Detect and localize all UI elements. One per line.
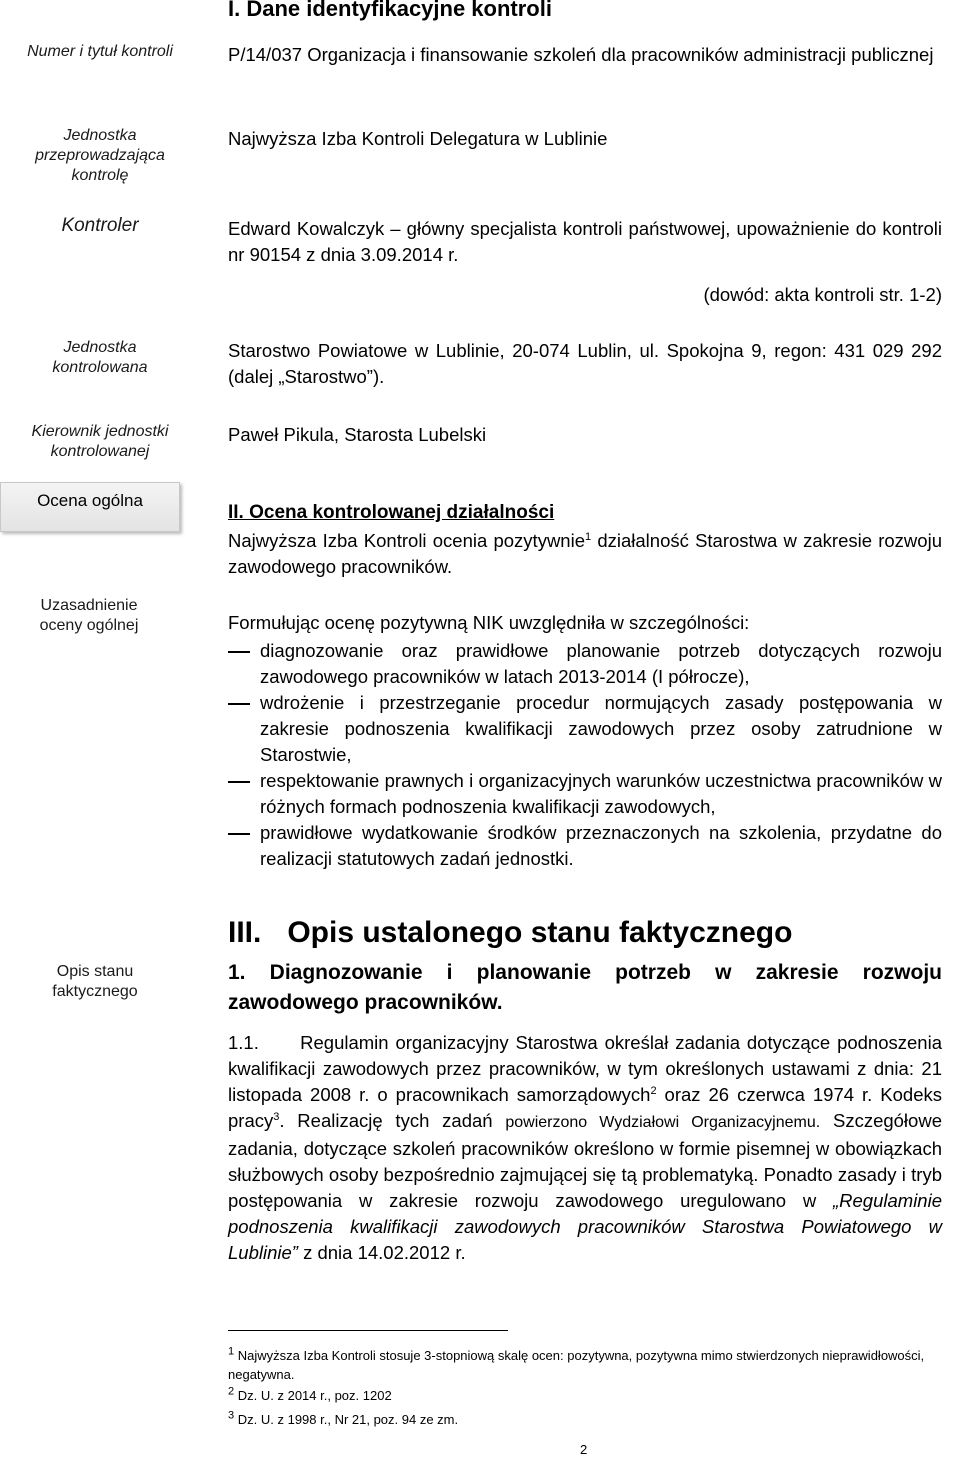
section-1-heading: I. Dane identyfikacyjne kontroli: [228, 0, 552, 21]
overall-assessment-text: Najwyższa Izba Kontroli ocenia pozytywnie$^1$ działalność Starostwa w zakresie rozwoju zawodowego pracowników.: [228, 530, 942, 577]
label-head-of-unit: Kierownik jednostki kontrolowanej: [31, 423, 169, 460]
list-item: diagnozowanie oraz prawidłowe planowanie potrzeb dotyczących rozwoju zawodowego pracowników w latach 2013-2014 (I półrocze),: [228, 638, 942, 690]
overall-assessment-tab: Ocena ogólna: [0, 482, 180, 532]
justification-intro: Formułując ocenę pozytywną NIK uwzględniła w szczególności:: [228, 612, 750, 633]
control-number-title: P/14/037 Organizacja i finansowanie szkoleń dla pracowników administracji publicznej: [228, 44, 934, 65]
label-controller: Kontroler: [61, 215, 139, 236]
list-item: respektowanie prawnych i organizacyjnych warunków uczestnictwa pracowników w różnych formach podnoszenia kwalifikacji zawodowych,: [228, 768, 942, 820]
dash-icon: [228, 833, 250, 835]
dash-icon: [228, 651, 250, 653]
controller-info: Edward Kowalczyk – główny specjalista kontroli państwowej, upoważnienie do kontroli nr 90154 z dnia 3.09.2014 r.: [228, 218, 942, 265]
footnote-1: $^1$ Najwyższa Izba Kontroli stosuje 3-stopniową skalę ocen: pozytywna, pozytywna mimo stwierdzonych nieprawidłowości, negatywna.: [228, 1345, 925, 1382]
footnote-3: $^3$ Dz. U. z 1998 r., Nr 21, poz. 94 ze zm.: [228, 1409, 459, 1427]
justification-list: [228, 638, 942, 872]
list-item: wdrożenie i przestrzeganie procedur normujących zasady postępowania w zakresie podnoszenia kwalifikacji zawodowych przez osoby zatrudnione w Starostwie,: [228, 690, 942, 768]
label-control-number: Numer i tytuł kontroli: [27, 43, 173, 60]
footnote-separator: [228, 1330, 508, 1331]
subsection-1-heading: 1. Diagnozowanie i planowanie potrzeb w zakresie rozwoju zawodowego pracowników.: [228, 961, 942, 1014]
head-of-unit: Paweł Pikula, Starosta Lubelski: [228, 424, 487, 445]
footnote-ref-3: 3: [273, 1110, 280, 1123]
label-factual-state: Opis stanu faktycznego: [52, 963, 138, 1000]
controlled-unit: Starostwo Powiatowe w Lublinie, 20-074 Lublin, ul. Spokojna 9, regon: 431 029 292 (dalej „Starostwo”).: [228, 340, 942, 387]
evidence-reference: (dowód: akta kontroli str. 1-2): [703, 284, 942, 305]
conducting-unit: Najwyższa Izba Kontroli Delegatura w Lublinie: [228, 128, 608, 149]
label-controlled-unit: Jednostka kontrolowana: [52, 339, 148, 376]
list-item: prawidłowe wydatkowanie środków przeznaczonych na szkolenia, przydatne do realizacji statutowych zadań jednostki.: [228, 820, 942, 872]
label-justification: Uzasadnienie oceny ogólnej: [39, 597, 139, 634]
section-3-heading: III. Opis ustalonego stanu faktycznego: [228, 916, 793, 949]
label-conducting-unit: Jednostka przeprowadzająca kontrolę: [35, 127, 165, 184]
paragraph-1-1: 1.1. Regulamin organizacyjny Starostwa określał zadania dotyczące podnoszenia kwalifikacji zawodowych przez pracowników, w tym określonych ustawami z dnia: 21 listopada 2008 r. o pracownikach samorządowych$^2$ oraz 26 czerwca 1974 r. Kodeks pracy$^3$. Realizację tych zadań powierzono Wydziałowi Organizacyjnemu. Szczegółowe zadania, dotyczące szkoleń pracowników określono w formie pisemnej w obowiązkach służbowych osoby bezpośrednio zajmującej się tą problematyką. Ponadto zasady i tryb postępowania w zakresie rozwoju zawodowego uregulowano w „Regulaminie podnoszenia kwalifikacji zawodowych pracowników Starostwa Powiatowego w Lublinie” z dnia 14.02.2012 r.: [228, 1032, 942, 1263]
footnote-ref-1: 1: [585, 530, 592, 543]
footnote-2: $^2$ Dz. U. z 2014 r., poz. 1202: [228, 1385, 392, 1403]
footnote-ref-2: 2: [650, 1084, 657, 1097]
dash-icon: [228, 703, 250, 705]
dash-icon: [228, 781, 250, 783]
page-number: 2: [580, 1442, 588, 1457]
section-2-heading: II. Ocena kontrolowanej działalności: [228, 502, 555, 523]
